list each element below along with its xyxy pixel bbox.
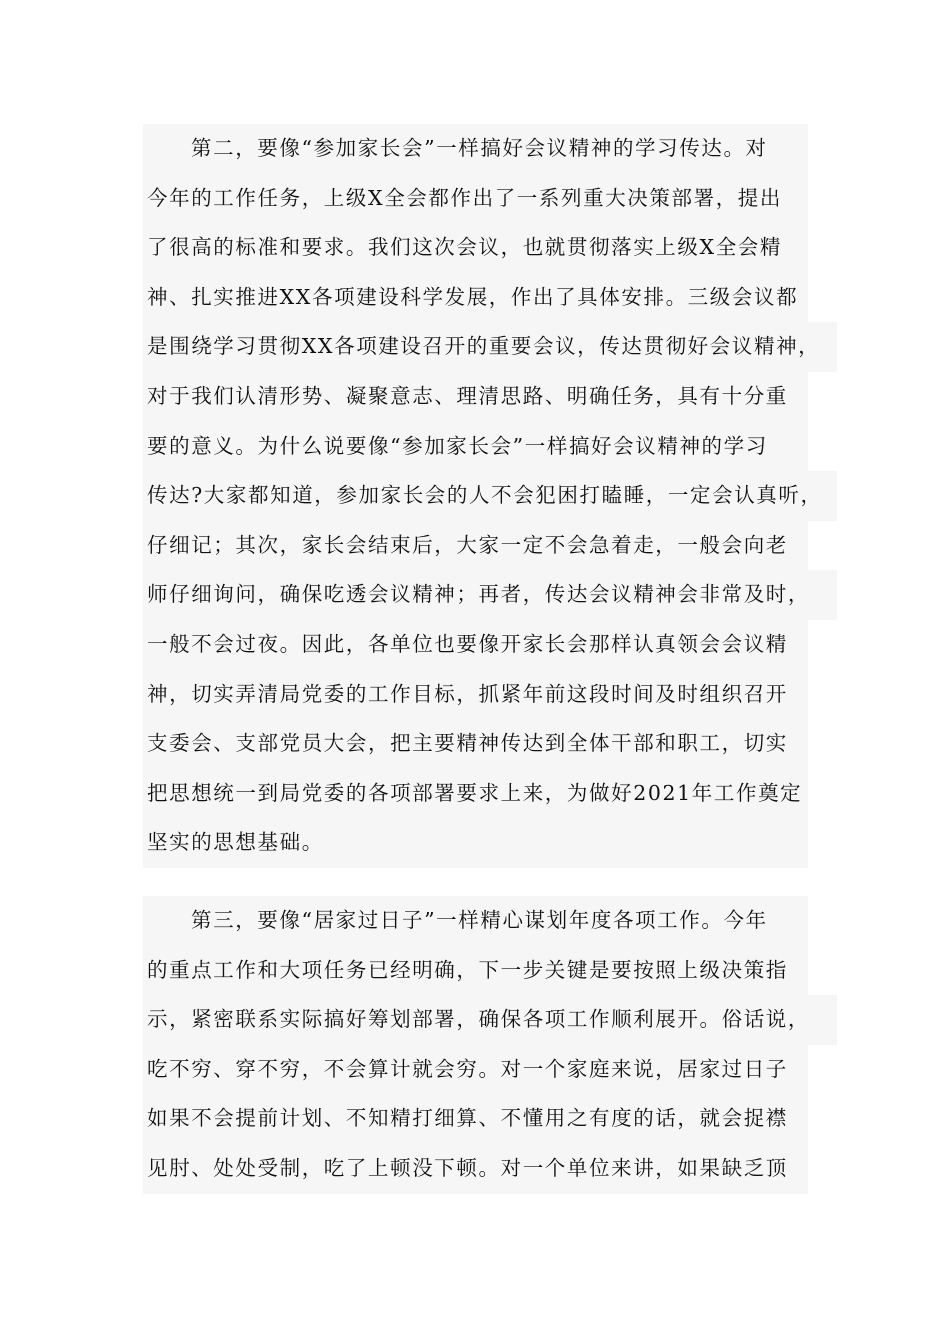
paragraph-line: 师仔细询问，确保吃透会议精神；再者，传达会议精神会非常及时， [143,570,837,620]
paragraph-line: 要的意义。为什么说要像“参加家长会”一样搞好会议精神的学习 [147,433,768,458]
paragraph-line: 神，切实弄清局党委的工作目标，抓紧年前这段时间及时组织召开 [147,681,788,706]
paragraph-line: 如果不会提前计划、不知精打细算、不懂用之有度的话，就会捉襟 [147,1106,788,1131]
paragraph-annual-planning [143,896,808,1194]
paragraph-line: 的重点工作和大项任务已经明确，下一步关键是要按照上级决策指 [147,957,788,982]
paragraph-line: 坚实的思想基础。 [147,830,324,855]
paragraph-line: 把思想统一到局党委的各项部署要求上来，为做好2021年工作奠定 [147,780,803,805]
paragraph-line: 第二，要像“参加家长会”一样搞好会议精神的学习传达。对 [191,136,768,160]
paragraph-line: 支委会、支部党员大会，把主要精神传达到全体干部和职工，切实 [147,731,788,756]
paragraph-meeting-spirit [143,124,823,868]
paragraph-line: 传达?大家都知道，参加家长会的人不会犯困打瞌睡，一定会认真听， [143,471,837,521]
paragraph-line: 吃不穷、穿不穷，不会算计就会穷。对一个家庭来说，居家过日子 [147,1056,788,1081]
paragraph-line: 见肘、处处受制，吃了上顿没下顿。对一个单位来讲，如果缺乏顶 [147,1155,788,1180]
paragraph-line: 一般不会过夜。因此，各单位也要像开家长会那样认真领会会议精 [147,631,788,656]
paragraph-line: 神、扎实推进XX各项建设科学发展，作出了具体安排。三级会议都 [147,284,799,309]
paragraph-line: 今年的工作任务，上级X全会都作出了一系列重大决策部署，提出 [147,185,782,210]
paragraph-line: 了很高的标准和要求。我们这次会议，也就贯彻落实上级X全会精 [147,235,782,260]
paragraph-line: 第三，要像“居家过日子”一样精心谋划年度各项工作。今年 [191,908,768,932]
paragraph-line: 是围绕学习贯彻XX各项建设召开的重要会议，传达贯彻好会议精神， [143,322,837,372]
paragraph-line: 仔细记；其次，家长会结束后，大家一定不会急着走，一般会向老 [147,532,788,557]
paragraph-line: 对于我们认清形势、凝聚意志、理清思路、明确任务，具有十分重 [147,383,788,408]
paragraph-line: 示，紧密联系实际搞好筹划部署，确保各项工作顺利展开。俗话说， [143,995,837,1045]
